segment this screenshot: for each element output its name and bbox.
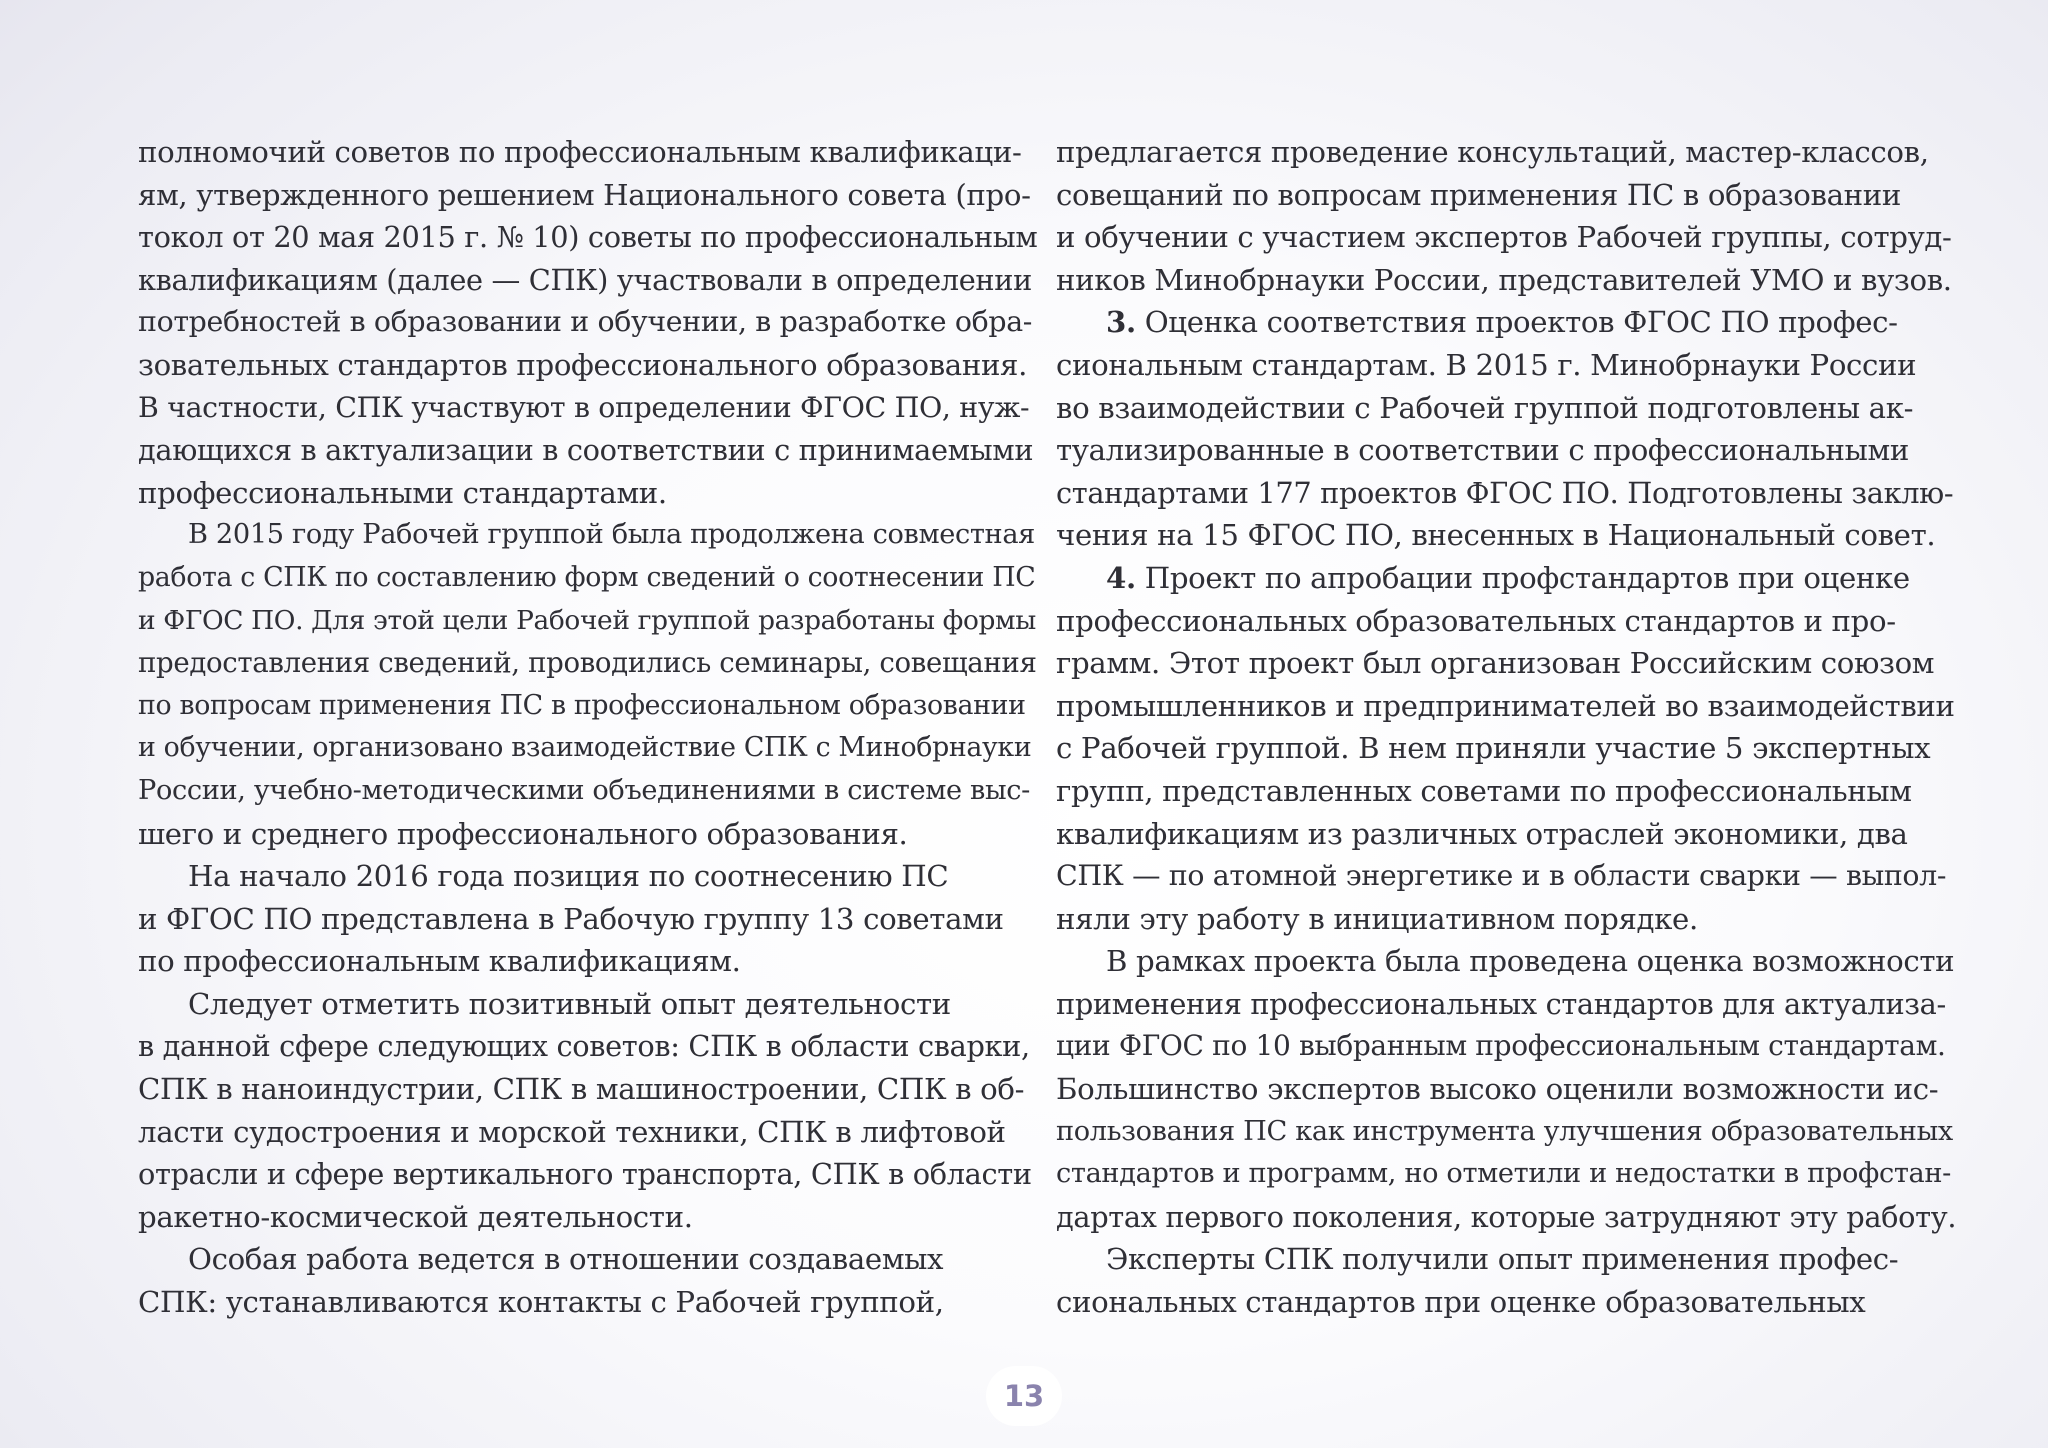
text-line: грамм. Этот проект был организован Российским союзом (1056, 646, 1935, 681)
text-line: СПК: устанавливаются контакты с Рабочей группой, (138, 1285, 944, 1320)
page-number: 13 (986, 1366, 1062, 1426)
text-line: в данной сфере следующих советов: СПК в области сварки, (138, 1029, 1030, 1064)
text-line: с Рабочей группой. В нем приняли участие 5 экспертных (1056, 731, 1931, 766)
paragraph-first-line: Эксперты СПК получили опыт применения профес- (1106, 1242, 1899, 1277)
text-line: по вопросам применения ПС в профессиональном образовании (138, 689, 1026, 721)
text-line: промышленников и предпринимателей во взаимодействии (1056, 688, 1955, 723)
text-line: чения на 15 ФГОС ПО, внесенных в Национальный совет. (1056, 518, 1936, 553)
item-number: 3. (1106, 305, 1136, 340)
text-line: ласти судостроения и морской техники, СПК в лифтовой (138, 1114, 1006, 1149)
text-line: профессиональными стандартами. (138, 475, 667, 510)
paragraph-first-line: Следует отметить позитивный опыт деятельности (188, 986, 951, 1021)
text-line: ракетно-космической деятельности. (138, 1199, 693, 1234)
text-line: профессиональных образовательных стандартов и про- (1056, 603, 1896, 638)
paragraph-first-line: Особая работа ведется в отношении создаваемых (188, 1242, 944, 1277)
text-line: России, учебно-методическими объединениями в системе выс- (138, 774, 1030, 806)
text-line: сиональных стандартов при оценке образовательных (1056, 1285, 1866, 1320)
text-line: совещаний по вопросам применения ПС в образовании (1056, 177, 1901, 212)
text-line: во взаимодействии с Рабочей группой подготовлены ак- (1056, 390, 1914, 425)
text-line: ников Минобрнауки России, представителей УМО и вузов. (1056, 262, 1952, 297)
numbered-item-3 (1056, 301, 1956, 344)
right-text-column (1056, 131, 1956, 1324)
text-line: дающихся в актуализации в соответствии с принимаемыми (138, 433, 1034, 468)
text-line: полномочий советов по профессиональным квалификаци- (138, 135, 1022, 169)
paragraph-first-line: В рамках проекта была проведена оценка возможности (1106, 944, 1955, 979)
text-line: по профессиональным квалификациям. (138, 944, 741, 979)
text-line: пользования ПС как инструмента улучшения образовательных (1056, 1115, 1953, 1147)
item-number: 4. (1106, 560, 1136, 595)
text-line: и обучении с участием экспертов Рабочей группы, сотруд- (1056, 220, 1952, 255)
text-line: квалификациям из различных отраслей экономики, два (1056, 816, 1908, 851)
text-line: групп, представленных советами по профессиональным (1056, 773, 1912, 808)
text-line: и обучении, организовано взаимодействие СПК с Минобрнауки (138, 732, 1032, 764)
text-line: потребностей в образовании и обучении, в разработке обра- (138, 305, 1033, 339)
text-line: стандартами 177 проектов ФГОС ПО. Подготовлены заклю- (1056, 475, 1954, 510)
text-line: токол от 20 мая 2015 г. № 10) советы по профессиональным (138, 220, 1038, 255)
text-line: туализированные в соответствии с профессиональными (1056, 433, 1909, 468)
text-line: шего и среднего профессионального образования. (138, 816, 908, 851)
text-line: Большинство экспертов высоко оценили возможности ис- (1056, 1072, 1939, 1107)
text-line: предоставления сведений, проводились семинары, совещания (138, 646, 1037, 680)
numbered-item-4 (1056, 557, 1956, 600)
text-line: ям, утвержденного решением Национального совета (про- (138, 177, 1031, 212)
text-line: няли эту работу в инициативном порядке. (1056, 901, 1698, 936)
text-line: квалификациям (далее — СПК) участвовали в определении (138, 262, 1032, 297)
paragraph-first-line: В 2015 году Рабочей группой была продолжена совместная (188, 519, 1035, 551)
text-line: и ФГОС ПО. Для этой цели Рабочей группой разработаны формы (138, 604, 1036, 636)
text-line: В частности, СПК участвуют в определении ФГОС ПО, нуж- (138, 390, 1030, 424)
text-line: ции ФГОС по 10 выбранным профессиональным стандартам. (1056, 1029, 1946, 1063)
item-text: Оценка соответствия проектов ФГОС ПО профес- (1135, 305, 1898, 340)
text-line: работа с СПК по составлению форм сведений о соотнесении ПС (138, 561, 1036, 593)
text-line: сиональным стандартам. В 2015 г. Минобрнауки России (1056, 347, 1917, 382)
left-text-column (138, 131, 1038, 1324)
text-line: и ФГОС ПО представлена в Рабочую группу 13 советами (138, 901, 1004, 936)
paragraph-first-line: На начало 2016 года позиция по соотнесению ПС (188, 859, 949, 894)
text-line: СПК — по атомной энергетике и в области сварки — выпол- (1056, 859, 1947, 893)
text-line: зовательных стандартов профессионального образования. (138, 347, 1028, 382)
text-line: дартах первого поколения, которые затрудняют эту работу. (1056, 1199, 1957, 1234)
text-line: СПК в наноиндустрии, СПК в машиностроении, СПК в об- (138, 1072, 1025, 1107)
text-line: предлагается проведение консультаций, мастер-классов, (1056, 135, 1929, 169)
text-line: применения профессиональных стандартов для актуализа- (1056, 986, 1946, 1021)
text-line: стандартов и программ, но отметили и недостатки в профстан- (1056, 1158, 1951, 1190)
item-text: Проект по апробации профстандартов при оценке (1135, 560, 1910, 595)
text-line: отрасли и сфере вертикального транспорта, СПК в области (138, 1157, 1032, 1192)
